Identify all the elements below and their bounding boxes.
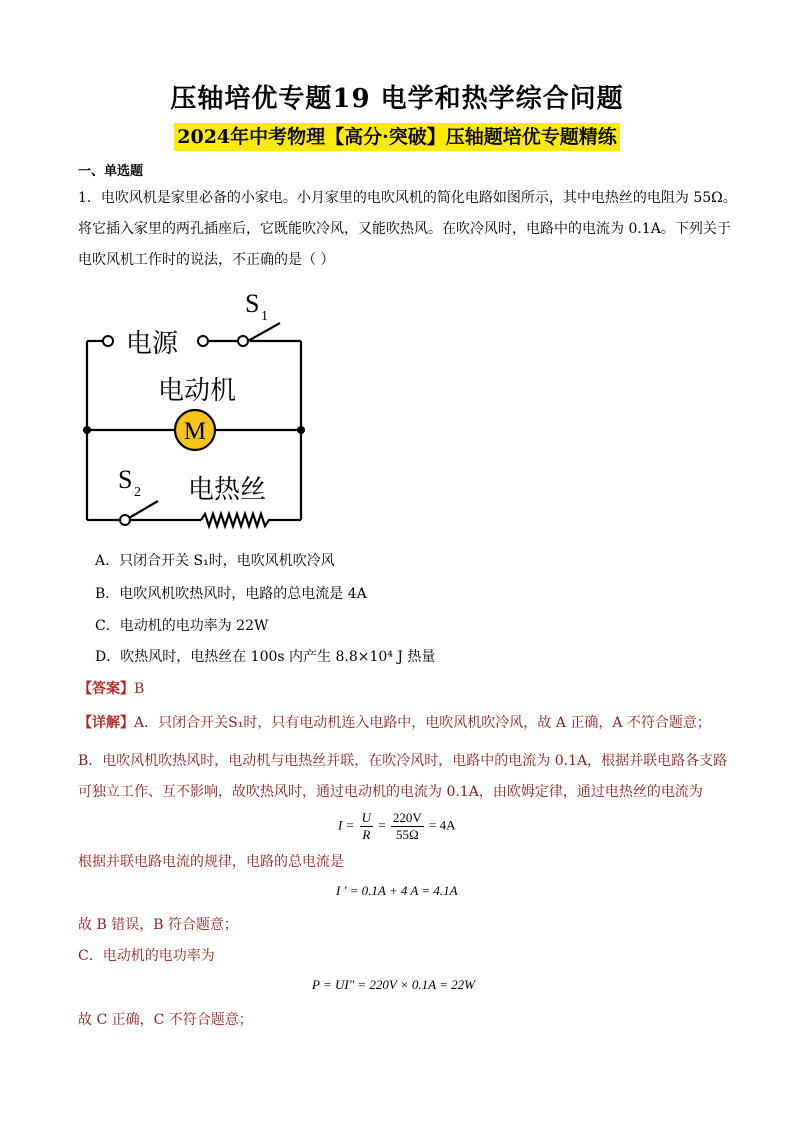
answer-value: B xyxy=(134,681,145,697)
switch1-label: S xyxy=(245,289,260,318)
page-title: 压轴培优专题19 电学和热学综合问题 xyxy=(170,84,624,114)
answer-row xyxy=(78,678,144,698)
motor-letter: M xyxy=(183,418,207,445)
question-line: 1．电吹风机是家里必备的小家电。小月家里的电吹风机的简化电路如图所示，其中电热丝的电阻为 55Ω。 xyxy=(78,190,737,206)
motor-label: 电动机 xyxy=(158,376,237,406)
question-line: 将它插入家里的两孔插座后，它既能吹冷风，又能吹热风。在吹冷风时，电路中的电流为 0.1A。下列关于 xyxy=(78,221,731,237)
switch2-subscript: 2 xyxy=(134,485,141,500)
detail-c-line2: 故 C 正确，C 不符合题意； xyxy=(78,1012,253,1028)
fraction-u-r: $\frac{U}{R}$ xyxy=(361,810,371,842)
option-d: D．吹热风时，电热丝在 100s 内产生 8.8×10⁴ J 热量 xyxy=(95,649,436,665)
detail-b-line4: 故 B 错误，B 符合题意； xyxy=(78,917,238,933)
switch2-label: S xyxy=(118,465,133,494)
formula-power: P = UI" = 220V × 0.1A = 22W xyxy=(312,977,475,992)
junction-dot xyxy=(83,426,91,434)
subtitle-row xyxy=(0,123,794,151)
detail-a-text: A．只闭合开关S₁时，只有电动机连入电路中，电吹风机吹冷风，故 A 正确，A 不符合题意； xyxy=(134,715,711,731)
switch-pivot xyxy=(238,336,248,346)
switch-pivot xyxy=(120,515,130,525)
detail-b-line2: 可独立工作、互不影响，故吹热风时，通过电动机的电流为 0.1A，由欧姆定律，通过电热丝的电流为 xyxy=(78,784,703,800)
detail-c-line1: C．电动机的电功率为 xyxy=(78,948,215,964)
detail-a xyxy=(78,712,728,732)
section-label: 一、单选题 xyxy=(78,164,144,179)
option-a: A．只闭合开关 S₁时，电吹风机吹冷风 xyxy=(95,553,335,569)
formula-total-current: I ' = 0.1A + 4 A = 4.1A xyxy=(336,883,458,898)
circuit-diagram xyxy=(70,282,320,532)
detail-b-line1: B．电吹风机吹热风时，电动机与电热丝并联，在吹冷风时，电路中的电流为 0.1A，根据并联电路各支路 xyxy=(78,753,728,769)
detail-b-line3: 根据并联电路电流的规律，电路的总电流是 xyxy=(78,854,344,870)
heater-label: 电热丝 xyxy=(188,475,267,505)
junction-dot xyxy=(297,426,305,434)
question-text xyxy=(78,183,738,276)
answer-label: 【答案】 xyxy=(78,681,134,697)
page-subtitle: 2024年中考物理【高分·突破】压轴题培优专题精练 xyxy=(174,123,620,151)
option-b: B．电吹风机吹热风时，电路的总电流是 4A xyxy=(95,586,367,602)
detail-label: 【详解】 xyxy=(78,715,134,731)
power-label: 电源 xyxy=(126,329,179,359)
fraction-values: $\frac{220V}{55\Omega}$ xyxy=(392,810,422,842)
option-c: C．电动机的电功率为 22W xyxy=(95,618,269,634)
formula-ohms-law: I = $\frac{U}{R}$ = $\frac{220V}{55\Omega}$ = 4A xyxy=(338,810,456,842)
terminal-circle xyxy=(198,336,208,346)
switch1-subscript: 1 xyxy=(261,309,268,324)
question-line: 电吹风机工作时的说法，不正确的是（ ） xyxy=(78,252,335,268)
terminal-circle xyxy=(103,336,113,346)
